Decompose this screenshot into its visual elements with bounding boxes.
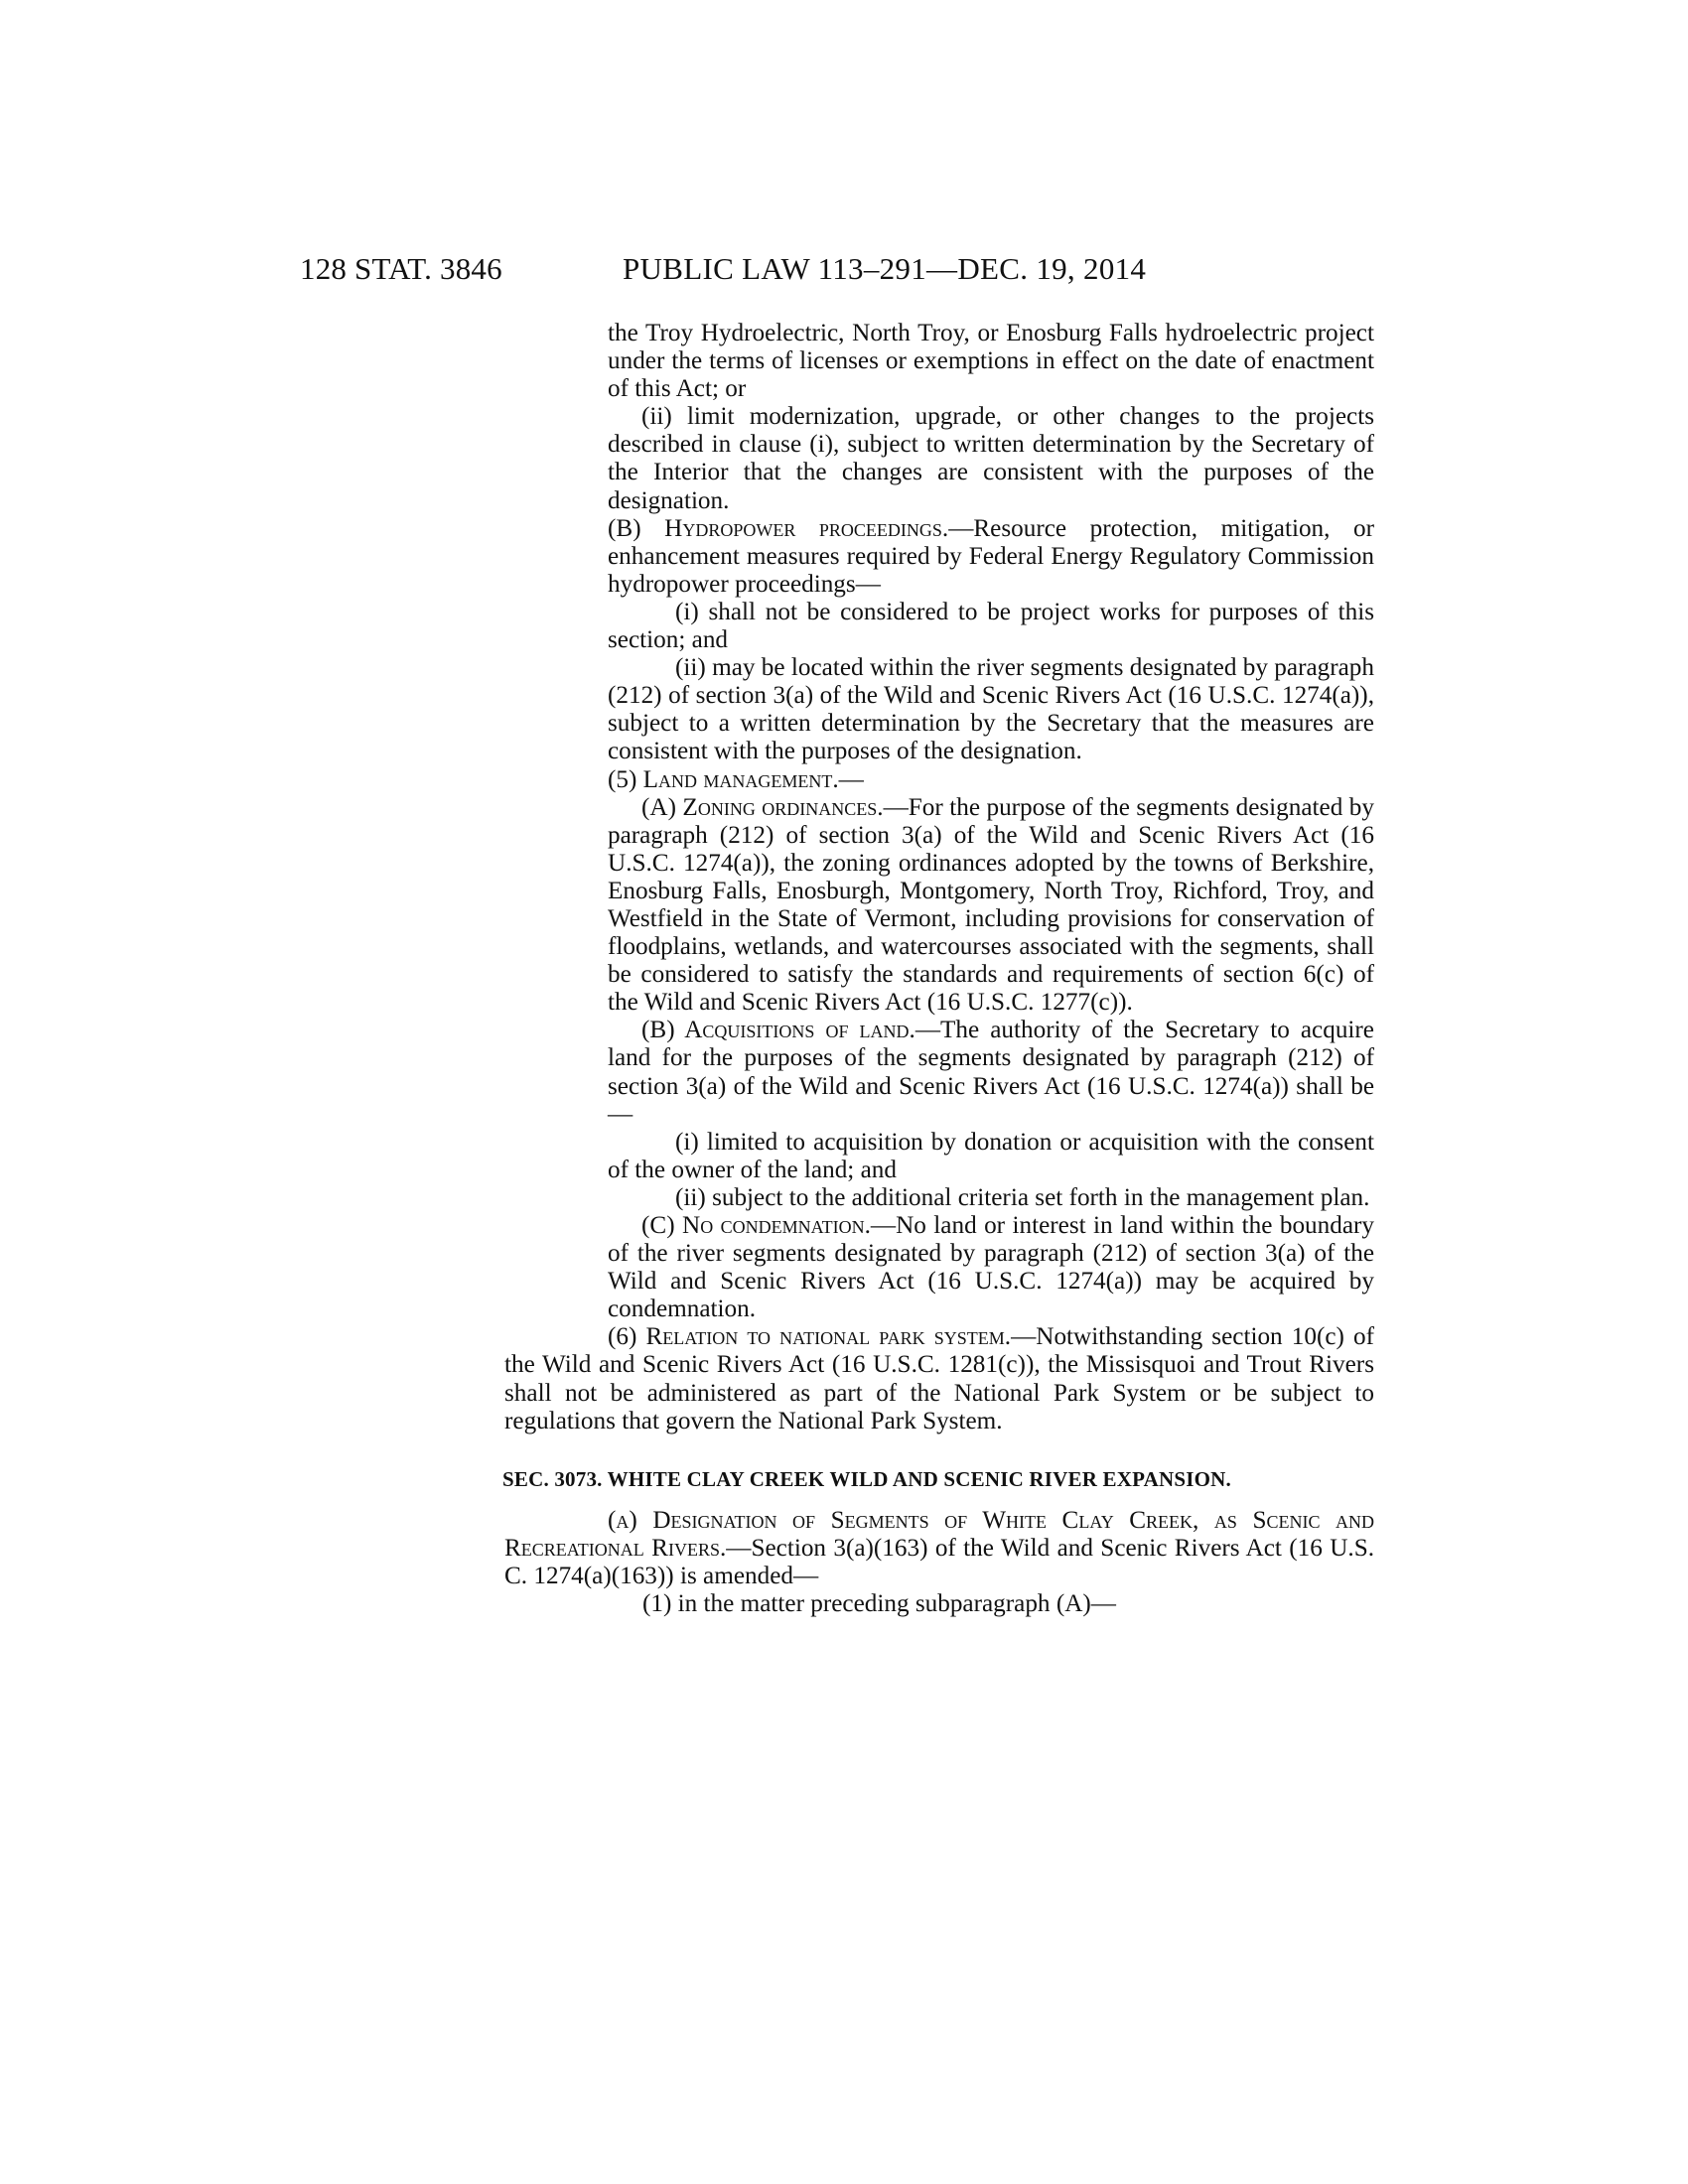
paragraph-a-zoning-ordinances [504, 794, 1374, 1018]
paragraph-text: (ii) subject to the additional criteria set forth in the management plan. [675, 1183, 1370, 1211]
paragraph-b-hydropower-proceedings [504, 515, 1374, 599]
paragraph-clause-ii-located [504, 654, 1374, 765]
section-heading-text: SEC. 3073. WHITE CLAY CREEK WILD AND SCENIC RIVER EXPANSION. [502, 1466, 1231, 1491]
subparagraph-heading: (B) Hydropower proceedings. [608, 514, 949, 542]
paragraph-heading: (5) Land management. [608, 765, 839, 793]
paragraph-b-acquisitions-of-land [504, 1017, 1374, 1128]
paragraph-text: —Section 3(a)(163) of the Wild and Scenic Rivers Act (16 U.S. C. 1274(a)(163)) is amended— [504, 1534, 1375, 1590]
statute-page-number: 128 STAT. 3846 [300, 251, 502, 286]
subsection-heading: (a) Designation of Segments of White Clay Creek, as Scenic and Recreational Rivers. [504, 1506, 1374, 1562]
paragraph-text: the Troy Hydroelectric, North Troy, or Enosburg Falls hydroelectric project under the terms of licenses or exemptions in effect on the date of enactment of this Act; or [608, 320, 1374, 403]
paragraph-clause-ii-criteria [504, 1184, 1374, 1212]
paragraph-text: (1) in the matter preceding subparagraph (A)— [642, 1590, 1116, 1618]
paragraph-heading: (6) Relation to national park system. [608, 1323, 1012, 1351]
paragraph-text: (i) limited to acquisition by donation or acquisition with the consent of the owner of the land; and [608, 1128, 1374, 1183]
paragraph-text: — [838, 765, 864, 793]
paragraph-5-land-management [538, 766, 1374, 794]
paragraph-text: —Notwithstanding section 10(c) of the Wild and Scenic Rivers Act (16 U.S.C. 1281(c)), the Missisquoi and Trout Rivers shall not be administered as part of the National Park System or be subject to regulations that govern the National Park System. [504, 1323, 1374, 1434]
paragraph-text: —Resource protection, mitigation, or enhancement measures required by Federal Energy Regulatory Commission hydropower proceedings— [608, 514, 1374, 598]
paragraph-clause-i-continued [504, 320, 1374, 403]
paragraph-text: —For the purpose of the segments designated by paragraph (212) of section 3(a) of the Wild and Scenic Rivers Act (16 U.S.C. 1274(a)), the zoning ordinances adopted by the towns of Berkshire, Enosburg Falls, Enosburgh, Montgomery, North Troy, Richford, Troy, and Westfield in the State of Vermont, including provisions for conservation of floodplains, wetlands, and watercourses associated with the segments, shall be considered to satisfy the standards and requirements of section 6(c) of the Wild and Scenic Rivers Act (16 U.S.C. 1277(c)). [608, 793, 1374, 1017]
paragraph-text: (ii) limit modernization, upgrade, or other changes to the projects described in clause (i), subject to written determination by the Secretary of the Interior that the changes are consistent with the purposes of the designation. [608, 403, 1374, 514]
subparagraph-heading: (A) Zoning ordinances. [641, 793, 884, 821]
paragraph-text: (i) shall not be considered to be project works for purposes of this section; and [608, 598, 1374, 654]
paragraph-text: —The authority of the Secretary to acquire land for the purposes of the segments designated by paragraph (212) of section 3(a) of the Wild and Scenic Rivers Act (16 U.S.C. 1274(a)) shall be— [608, 1017, 1374, 1128]
paragraph-text: —No land or interest in land within the boundary of the river segments designated by paragraph (212) of section 3(a) of the Wild and Scenic Rivers Act (16 U.S.C. 1274(a)) may be acquired by condemnation. [608, 1212, 1374, 1323]
paragraph-clause-i-donation [504, 1129, 1374, 1184]
paragraph-a-designation-of-segments [504, 1507, 1374, 1590]
paragraph-c-no-condemnation [504, 1212, 1374, 1323]
paragraph-6-relation-to-park-system [504, 1323, 1374, 1434]
subparagraph-heading: (C) No condemnation. [641, 1212, 871, 1239]
document-body [504, 320, 1374, 1618]
public-law-header: PUBLIC LAW 113–291—DEC. 19, 2014 [623, 251, 1147, 286]
subparagraph-heading: (B) Acquisitions of land. [641, 1017, 915, 1044]
paragraph-clause-i-project-works [504, 599, 1374, 654]
paragraph-text: (ii) may be located within the river segments designated by paragraph (212) of section 3(a) of the Wild and Scenic Rivers Act (16 U.S.C. 1274(a)), subject to a written determination by the Secretary that the measures are consistent with the purposes of the designation. [608, 654, 1374, 765]
section-heading [502, 1465, 1374, 1493]
paragraph-clause-ii-modernization [504, 403, 1374, 514]
paragraph-1-matter-preceding [504, 1590, 1374, 1618]
